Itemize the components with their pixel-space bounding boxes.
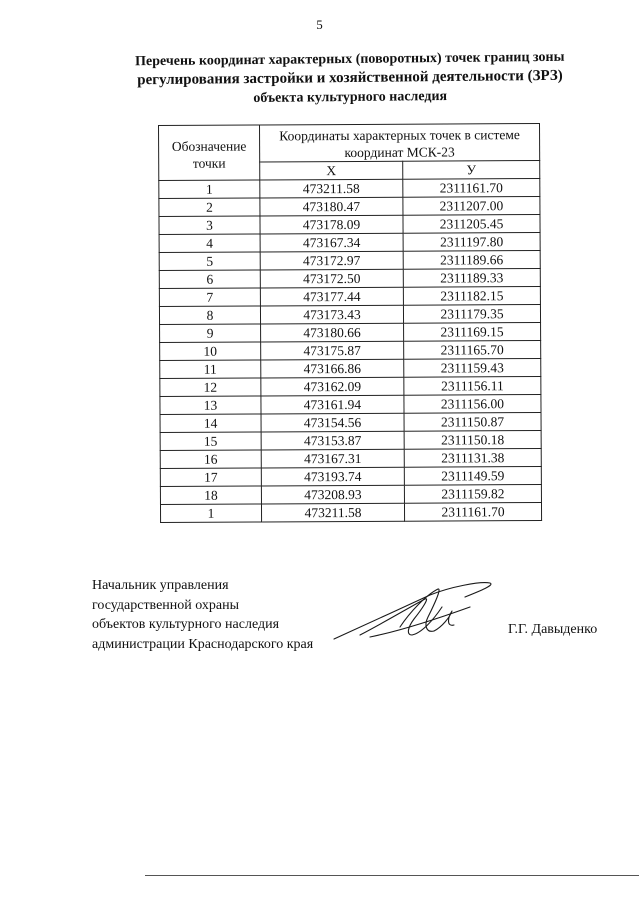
cell-point-number: 6 (159, 270, 260, 289)
cell-x-coordinate: 473162.09 (261, 377, 404, 396)
cell-y-coordinate: 2311189.33 (403, 269, 540, 288)
cell-x-coordinate: 473166.86 (261, 359, 404, 378)
table-row (159, 233, 540, 253)
table-row (160, 484, 541, 504)
header-coordinates-group: Координаты характерных точек в системе координат МСК-23 (260, 124, 540, 162)
cell-point-number: 3 (159, 216, 260, 235)
cell-x-coordinate: 473161.94 (261, 395, 404, 414)
cell-x-coordinate: 473180.47 (260, 197, 403, 216)
cell-y-coordinate: 2311159.43 (404, 358, 541, 377)
title-line-2: регулирования застройки и хозяйственной деятельности (ЗРЗ) (137, 67, 563, 89)
cell-point-number: 10 (160, 342, 261, 361)
table-row (159, 215, 540, 235)
table-row (160, 376, 541, 396)
cell-x-coordinate: 473172.50 (260, 269, 403, 288)
table-row (159, 287, 540, 307)
cell-x-coordinate: 473167.34 (260, 233, 403, 252)
cell-point-number: 5 (159, 252, 260, 271)
cell-point-number: 8 (159, 306, 260, 325)
signer-position-line-2: государственной охраны (92, 597, 240, 613)
table-row (160, 448, 541, 468)
signer-position-line-4: администрации Краснодарского края (92, 636, 314, 652)
table-row (160, 430, 541, 450)
coordinates-table (158, 123, 542, 523)
cell-point-number: 1 (160, 504, 261, 523)
cell-point-number: 1 (159, 180, 260, 199)
cell-point-number: 2 (159, 198, 260, 217)
table-row (159, 269, 540, 289)
cell-point-number: 4 (159, 234, 260, 253)
table-row (159, 197, 540, 217)
cell-x-coordinate: 473178.09 (260, 215, 403, 234)
cell-x-coordinate: 473211.58 (261, 503, 404, 522)
cell-point-number: 11 (160, 360, 261, 379)
table-row (159, 179, 540, 199)
table-row (160, 466, 541, 486)
header-point-designation: Обозначение точки (159, 125, 260, 181)
cell-x-coordinate: 473193.74 (261, 467, 404, 486)
cell-x-coordinate: 473173.43 (260, 305, 403, 324)
cell-point-number: 18 (160, 486, 261, 505)
table-row (160, 358, 541, 378)
table-row (160, 340, 541, 360)
cell-point-number: 9 (160, 324, 261, 343)
cell-x-coordinate: 473211.58 (260, 179, 403, 198)
cell-point-number: 12 (160, 378, 261, 397)
cell-x-coordinate: 473180.66 (261, 323, 404, 342)
cell-point-number: 13 (160, 396, 261, 415)
header-x: Х (260, 161, 403, 180)
page-number: 5 (316, 17, 323, 32)
cell-y-coordinate: 2311207.00 (403, 197, 540, 216)
cell-x-coordinate: 473172.97 (260, 251, 403, 270)
signer-position-line-1: Начальник управления (92, 578, 229, 593)
cell-point-number: 14 (160, 414, 261, 433)
cell-x-coordinate: 473177.44 (260, 287, 403, 306)
table-row (160, 412, 541, 432)
cell-y-coordinate: 2311131.38 (404, 448, 541, 467)
table-row (160, 502, 541, 522)
cell-y-coordinate: 2311179.35 (403, 305, 540, 324)
table-row (160, 394, 541, 414)
coordinates-table-body (159, 179, 542, 523)
cell-y-coordinate: 2311182.15 (403, 287, 540, 306)
cell-x-coordinate: 473175.87 (261, 341, 404, 360)
header-y: У (403, 161, 540, 180)
cell-y-coordinate: 2311169.15 (404, 322, 541, 341)
cell-y-coordinate: 2311159.82 (404, 484, 541, 503)
cell-y-coordinate: 2311161.70 (403, 179, 540, 198)
bottom-divider (145, 875, 639, 876)
signer-position-line-3: объектов культурного наследия (92, 617, 280, 632)
title-line-1: Перечень координат характерных (поворотных) точек границ зоны (134, 49, 565, 70)
cell-y-coordinate: 2311165.70 (404, 340, 541, 359)
signer-position (92, 576, 313, 654)
cell-y-coordinate: 2311161.70 (404, 502, 541, 521)
cell-y-coordinate: 2311150.18 (404, 430, 541, 449)
document-title (100, 47, 601, 109)
cell-y-coordinate: 2311156.11 (404, 376, 541, 395)
signer-name: Г.Г. Давыденко (508, 622, 598, 637)
cell-y-coordinate: 2311150.87 (404, 412, 541, 431)
cell-point-number: 17 (160, 468, 261, 487)
cell-x-coordinate: 473167.31 (261, 449, 404, 468)
cell-y-coordinate: 2311205.45 (403, 215, 540, 234)
cell-y-coordinate: 2311149.59 (404, 466, 541, 485)
handwritten-signature-icon (330, 577, 500, 647)
cell-point-number: 16 (160, 450, 261, 469)
table-row (159, 251, 540, 271)
cell-x-coordinate: 473153.87 (261, 431, 404, 450)
cell-point-number: 15 (160, 432, 261, 451)
cell-y-coordinate: 2311197.80 (403, 233, 540, 252)
title-line-3: объекта культурного наследия (253, 88, 448, 107)
cell-x-coordinate: 473208.93 (261, 485, 404, 504)
table-row (160, 322, 541, 342)
cell-y-coordinate: 2311156.00 (404, 394, 541, 413)
cell-x-coordinate: 473154.56 (261, 413, 404, 432)
table-row (159, 305, 540, 325)
cell-point-number: 7 (159, 288, 260, 307)
cell-y-coordinate: 2311189.66 (403, 251, 540, 270)
